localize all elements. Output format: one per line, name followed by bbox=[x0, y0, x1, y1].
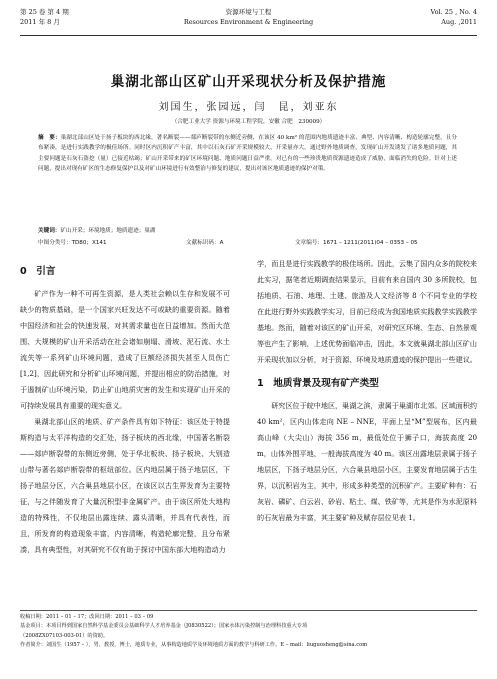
journal-name-cn: 资源环境与工程 bbox=[225, 8, 272, 16]
journal-issue-en bbox=[431, 7, 477, 27]
intro-paragraph-1: 矿产作为一种不可再生资源，是人类社会赖以生存和发展不可缺少的物质基础，是一个国家兴旺发达不可或缺的重要资源。随着中国经济和社会的快速发展，对其需求量也在日益增加。然而大范围、大规模的矿山开采活动在社会诸如崩塌、滑坡、泥石流、水土流失等一系列矿山环境问题，造成了巨额经济损失甚至人员伤亡[1,2]，因此研究和分析矿山环境问题，并提出相应的防治措施，对于遏制矿山环境污染，防止矿山地质灾害的发生和实现矿山开采的可持续发展具有重要的现实意义。 bbox=[20, 289, 230, 410]
section-heading-introduction: 0 引言 bbox=[20, 266, 56, 277]
right-column bbox=[257, 256, 477, 526]
article-number: 文章编号：1671 – 1211(2011)04 – 0353 – 05 bbox=[295, 240, 418, 246]
authors: 刘国生，张园远，闫 昆，刘亚东 bbox=[158, 102, 339, 113]
publish-date: 2011 年 8 月 bbox=[20, 18, 60, 26]
journal-name-en: Resources Environment & Engineering bbox=[183, 18, 314, 26]
author-bio: 作者简介：刘国生（1957 – ），男，教授，博士，地质专业，从事构造地质学及环境地质方面的教学与科研工作。E – mail：liuguosheng@sina.com bbox=[20, 642, 368, 649]
geology-paragraph-1: 研究区位于皖中地区，巢湖之滨，隶属于巢湖市北郊。区域面积约 40 km²，区内山体走向 NE – NNE，平面上呈“M”型展布，区内最高山峰（大尖山）海拔 356 m，最低处位于狮子口，海拔高度 20 m，山体外围平地，一般海拔高度为 40 m。该区出露地层隶属于扬子地层区，下扬子地层分区，六合巢县地层小区，主要发育地层属于古生界，以沉积岩为主，其中，形成多种类型的沉积矿产。主要矿种有：石灰岩、磷矿、白云岩、砂岩、粘土、煤、铁矿等，尤其是作为水泥原料的石灰岩最为丰富，其主要矿种及赋存层位见表 1。 bbox=[257, 401, 477, 522]
received-date: 收稿日期：2011 – 01 – 17；改回日期：2011 – 03 – 09 bbox=[20, 614, 154, 620]
keywords-label: 关键词： bbox=[38, 228, 61, 234]
volume-issue-en: Vol. 25 , No. 4 bbox=[430, 8, 477, 16]
keywords bbox=[38, 226, 457, 236]
left-column bbox=[20, 256, 230, 558]
clc-number: 中图分类号：TD80；X141 bbox=[38, 240, 107, 246]
section-heading-geology: 1 地质背景及现有矿产类型 bbox=[257, 378, 379, 389]
abstract-text: 巢湖北部山区处于扬子板块的西北缘，著名断裂——郯庐断裂带的东侧近旁侧，在该区 40 km² 的范围内地质遗迹丰富、典型、内容清晰、构造轮廓完整，且分布紧凑，是进行实践教学的极佳场所。同时区内沉积矿产丰富，其中以石灰石矿开采规模较大、开采量亦大。通过野外地质调查，发现矿山开发诱发了诸多地质问题，其主要问题是石灰石盗挖（量）已接近枯竭；矿山开采带来的矿区环境问题、地质问题日益严重，对已有的一些珍贵地质资源遗迹造成了威胁，面临消失的危险。针对上述问题，提出对现有矿区的生态修复保护以及对矿山环境进行有效整治与修复的建议，提出对该区地质遗迹的保护对策。 bbox=[38, 135, 457, 172]
paper-title: 巢湖北部山区矿山开采现状分析及保护措施 bbox=[110, 74, 387, 90]
classification-line bbox=[38, 238, 457, 248]
journal-name bbox=[20, 7, 477, 27]
footnotes bbox=[20, 610, 477, 651]
fund-info: 基金项目：本项目得到国家自然科学基金委员会基础科学人才培养基金（J0830522）；国家水体污染控制与治理科技重大专项 bbox=[20, 623, 308, 630]
document-code: 文献标识码：A bbox=[186, 240, 224, 246]
publish-date-en: Aug. ,2011 bbox=[441, 18, 477, 26]
intro-paragraph-2: 巢湖北部山区的地质、矿产条件具有如下特征：该区处于特提斯构造与太平洋构造的交汇处，扬子板块的西北缘，中国著名断裂——郯庐断裂带的东侧近旁侧，处于华北板块、扬子板块、大别造山带与著名郯庐断裂带的枢纽部位。区内地层属于扬子地层区，下扬子地层分区，六合巢县地层小区，在该区以古生界发育为主要特征，与之伴随发育了大量沉积型非金属矿产。由于该区所处大地构造的特殊性，不仅地层出露连续、露头清晰，并具有代表性，而且，所发育的构造现象丰富，内容清晰，构造轮廓完整，且分布紧凑，具有典型性，对其研究不仅有助于探讨中国东部大地构造动力 bbox=[20, 417, 230, 554]
affiliation: （合肥工业大学 资源与环境工程学院，安徽 合肥 230009） bbox=[171, 119, 326, 125]
volume-issue: 第 25 卷 第 4 期 bbox=[20, 8, 69, 16]
abstract-label: 摘 要： bbox=[38, 135, 61, 141]
fund-info-cont: （2008ZX07103-003-01）的资助。 bbox=[20, 632, 109, 639]
abstract bbox=[38, 133, 457, 174]
intro-paragraph-3: 学，而且是进行实践教学的极佳场所。因此，云集了国内众多的院校来此实习，据笔者近期调查结果显示，目前有来自国内 30 多所院校，包括地质、石油、地理、土建、旅游及人文经济等 8 个不同专业的学校在此进行野外实践教学实习，目前已经成为我国地质实践教学实践教学基地。然而，随着对该区的矿山开采，对研究区环境、生态、自然景观等也产生了影响，上述优势面临冲击，因此，本文就巢湖北部山区矿山开采现状加以分析，对于资源、环境及地质遗迹的保护提出一些建议。 bbox=[257, 259, 477, 364]
running-header bbox=[20, 6, 477, 36]
keywords-text: 矿山开采；环境地质；地质遗迹；巢湖 bbox=[60, 228, 156, 234]
